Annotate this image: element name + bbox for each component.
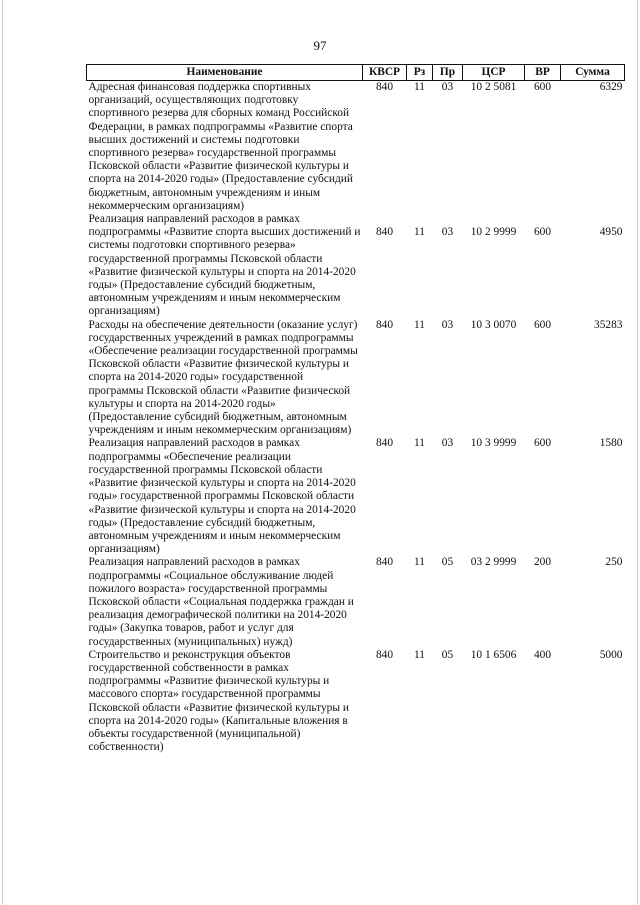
row-pr: 03 xyxy=(441,318,454,331)
row-vr: 600 xyxy=(533,81,552,93)
row-name: Реализация направлений расходов в рамках подпрограммы «Развитие спорта высших достижений и системы подготовки спортивного резерва» государственной программы Псковской области «Развитие физической культуры и спорта на 2014-2020 годы» (Предоставление субсидий бюджетным, автономным учреждениям и иным некоммерческим организациям) xyxy=(88,213,361,318)
row-name: Реализация направлений расходов в рамках подпрограммы «Обеспечение реализации государственной программы Псковской области «Развитие физической культуры и спорта на 2014-2020 годы» государственной программы Псковской области «Развитие физической культуры и спорта на 2014-2020 годы» (Предоставление субсидий бюджетным, автономным учреждениям и иным некоммерческим организациям) xyxy=(88,437,356,556)
row-kvsr: 840 xyxy=(375,81,394,93)
row-vr: 600 xyxy=(533,226,552,239)
row-rz: 11 xyxy=(414,318,425,331)
header-kvsr: КВСР xyxy=(363,65,407,81)
row-kvsr: 840 xyxy=(375,556,394,569)
row-csr: 03 2 9999 xyxy=(470,556,517,569)
table-row xyxy=(87,81,625,214)
row-pr: 03 xyxy=(441,437,454,450)
row-pr: 03 xyxy=(441,81,454,93)
row-kvsr: 840 xyxy=(375,226,394,239)
row-pr: 05 xyxy=(441,648,454,661)
header-vr: ВР xyxy=(525,65,561,81)
row-sum: 1580 xyxy=(599,437,623,450)
row-name: Адресная финансовая поддержка спортивных организаций, осуществляющих подготовку спортивного резерва для сборных команд Российской Федерации, в рамках подпрограммы «Развитие спорта высших достижений и системы подготовки спортивного резерва» государственной программы Псковской области «Развитие физической культуры и спорта на 2014-2020 годы» (Предоставление субсидий бюджетным, автономным учреждениям и иным некоммерческим организациям) xyxy=(88,81,353,212)
row-rz: 11 xyxy=(414,556,425,569)
header-rz: Рз xyxy=(407,65,433,81)
header-pr: Пр xyxy=(433,65,463,81)
header-name: Наименование xyxy=(87,65,363,81)
header-sum: Сумма xyxy=(561,65,625,81)
row-rz: 11 xyxy=(414,648,425,661)
scan-edge-right xyxy=(637,0,638,905)
row-csr: 10 3 9999 xyxy=(470,437,517,450)
budget-table xyxy=(86,64,625,754)
row-name: Строительство и реконструкция объектов государственной собственности в рамках подпрограммы «Развитие физической культуры и массового спорта» государственной программы Псковской области «Развитие физической культуры и спорта на 2014-2020 годы» (Капитальные вложения в объекты государственной (муниципальной) собственности) xyxy=(88,648,349,754)
row-csr: 10 2 5081 xyxy=(470,81,517,93)
row-rz: 11 xyxy=(414,437,425,450)
table-row xyxy=(87,649,625,755)
row-sum: 6329 xyxy=(599,81,623,93)
row-sum: 35283 xyxy=(594,318,623,331)
table-row xyxy=(87,437,625,556)
table-row xyxy=(87,213,625,319)
row-sum: 4950 xyxy=(599,226,623,239)
row-rz: 11 xyxy=(414,226,425,239)
row-sum: 250 xyxy=(605,556,623,569)
row-vr: 600 xyxy=(533,437,552,450)
row-vr: 600 xyxy=(533,318,552,331)
row-name: Реализация направлений расходов в рамках подпрограммы «Социальное обслуживание людей пожилого возраста» государственной программы Псковской области «Социальная поддержка граждан и реализация демографической политики на 2014-2020 годы» (Закупка товаров, работ и услуг для государственных (муниципальных) нужд) xyxy=(88,556,354,648)
row-kvsr: 840 xyxy=(375,318,394,331)
row-vr: 200 xyxy=(533,556,552,569)
row-pr: 05 xyxy=(441,556,454,569)
row-name: Расходы на обеспечение деятельности (оказание услуг) государственных учреждений в рамках подпрограммы «Обеспечение реализации государственной программы Псковской области «Развитие физической культуры и спорта на 2014-2020 годы» государственной программы Псковской области «Развитие физической культуры и спорта на 2014-2020 годы» (Предоставление субсидий бюджетным, автономным учреждениям и иным некоммерческим организациям) xyxy=(88,318,358,437)
page-number: 97 xyxy=(313,38,327,53)
table-row xyxy=(87,319,625,438)
header-csr: ЦСР xyxy=(463,65,525,81)
row-pr: 03 xyxy=(441,226,454,239)
row-csr: 10 3 0070 xyxy=(470,318,517,331)
scan-edge-left xyxy=(2,0,3,905)
row-kvsr: 840 xyxy=(375,648,394,661)
row-kvsr: 840 xyxy=(375,437,394,450)
table-header-row xyxy=(87,65,625,81)
row-vr: 400 xyxy=(533,648,552,661)
row-sum: 5000 xyxy=(599,648,623,661)
table-row xyxy=(87,556,625,648)
row-csr: 10 1 6506 xyxy=(470,648,517,661)
row-csr: 10 2 9999 xyxy=(470,226,517,239)
row-rz: 11 xyxy=(414,81,425,93)
